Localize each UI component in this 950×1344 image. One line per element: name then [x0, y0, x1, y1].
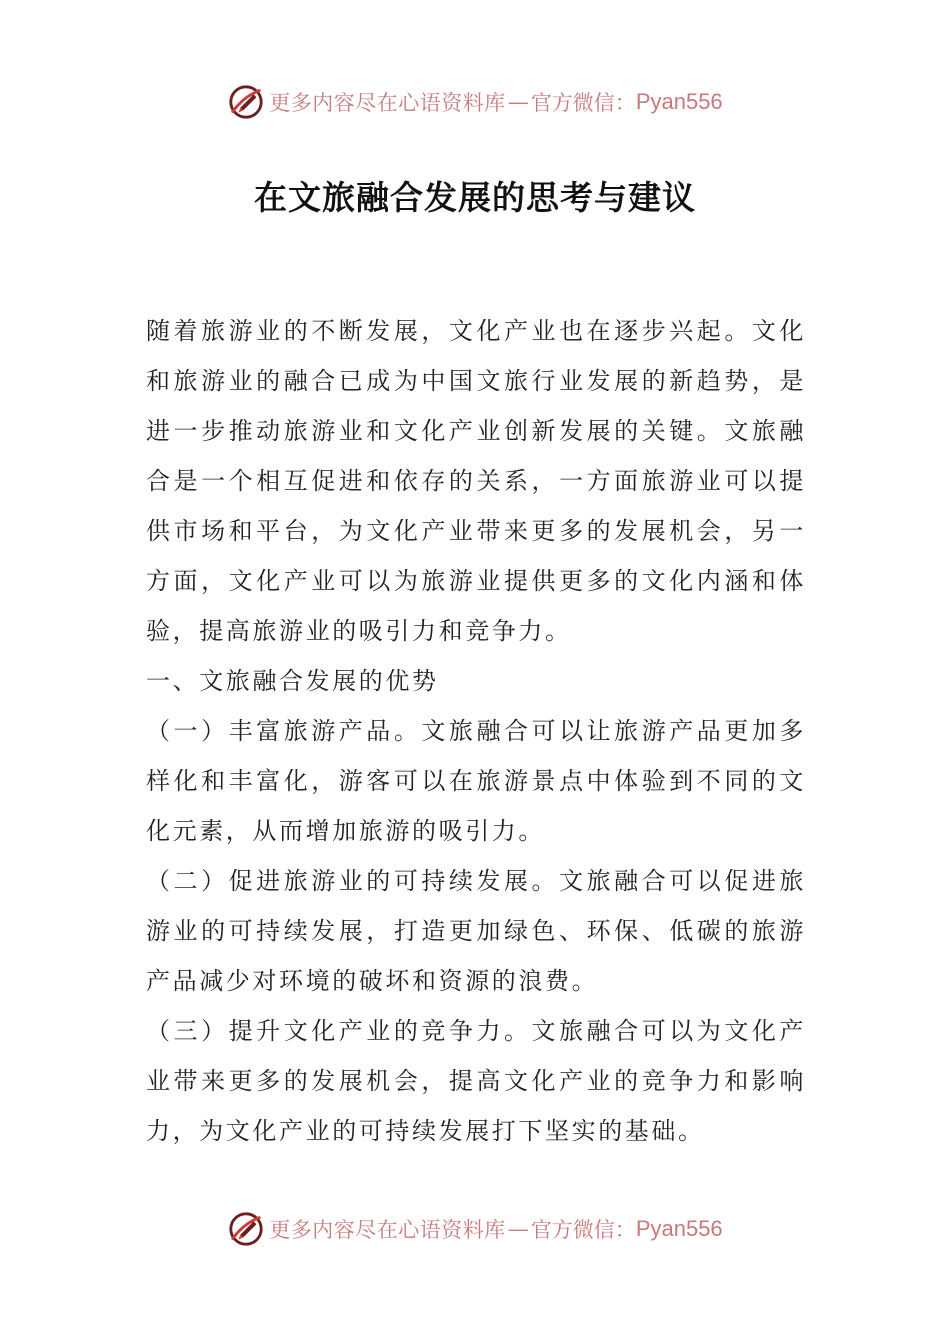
point-paragraph-2: （二）促进旅游业的可持续发展。文旅融合可以促进旅游业的可持续发展，打造更加绿色、环保、低碳的旅游产品减少对环境的破坏和资源的浪费。 [146, 867, 806, 995]
intro-paragraph: 随着旅游业的不断发展，文化产业也在逐步兴起。文化和旅游业的融合已成为中国文旅行业发展的新趋势，是进一步推动旅游业和文化产业创新发展的关键。文旅融合是一个相互促进和依存的关系，一方面旅游业可以提供市场和平台，为文化产业带来更多的发展机会，另一方面，文化产业可以为旅游业提供更多的文化内涵和体验，提高旅游业的吸引力和竞争力。 [146, 317, 806, 645]
banner-separator: — [507, 1217, 529, 1241]
point-paragraph-1: （一）丰富旅游产品。文旅融合可以让旅游产品更加多样化和丰富化，游客可以在旅游景点中体验到不同的文化元素，从而增加旅游的吸引力。 [146, 717, 806, 845]
banner-wechat-id: Pyan556 [635, 1216, 723, 1241]
banner-text: 更多内容尽在心语资料库 [269, 1218, 506, 1242]
document-body [146, 306, 806, 1156]
banner-text: 更多内容尽在心语资料库 [269, 91, 506, 115]
pen-logo-icon [227, 83, 265, 121]
section-heading: 一、文旅融合发展的优势 [146, 667, 439, 695]
pen-logo-icon [227, 1210, 265, 1248]
footer-banner [0, 1207, 950, 1251]
document-title: 在文旅融合发展的思考与建议 [254, 178, 696, 217]
header-banner [0, 80, 950, 124]
point-paragraph-3: （三）提升文化产业的竞争力。文旅融合可以为文化产业带来更多的发展机会，提高文化产业的竞争力和影响力，为文化产业的可持续发展打下坚实的基础。 [146, 1017, 806, 1145]
banner-separator: — [507, 90, 529, 114]
banner-wechat-id: Pyan556 [635, 89, 723, 114]
banner-wechat-label: 官方微信： [530, 91, 636, 115]
banner-wechat-label: 官方微信： [530, 1218, 636, 1242]
